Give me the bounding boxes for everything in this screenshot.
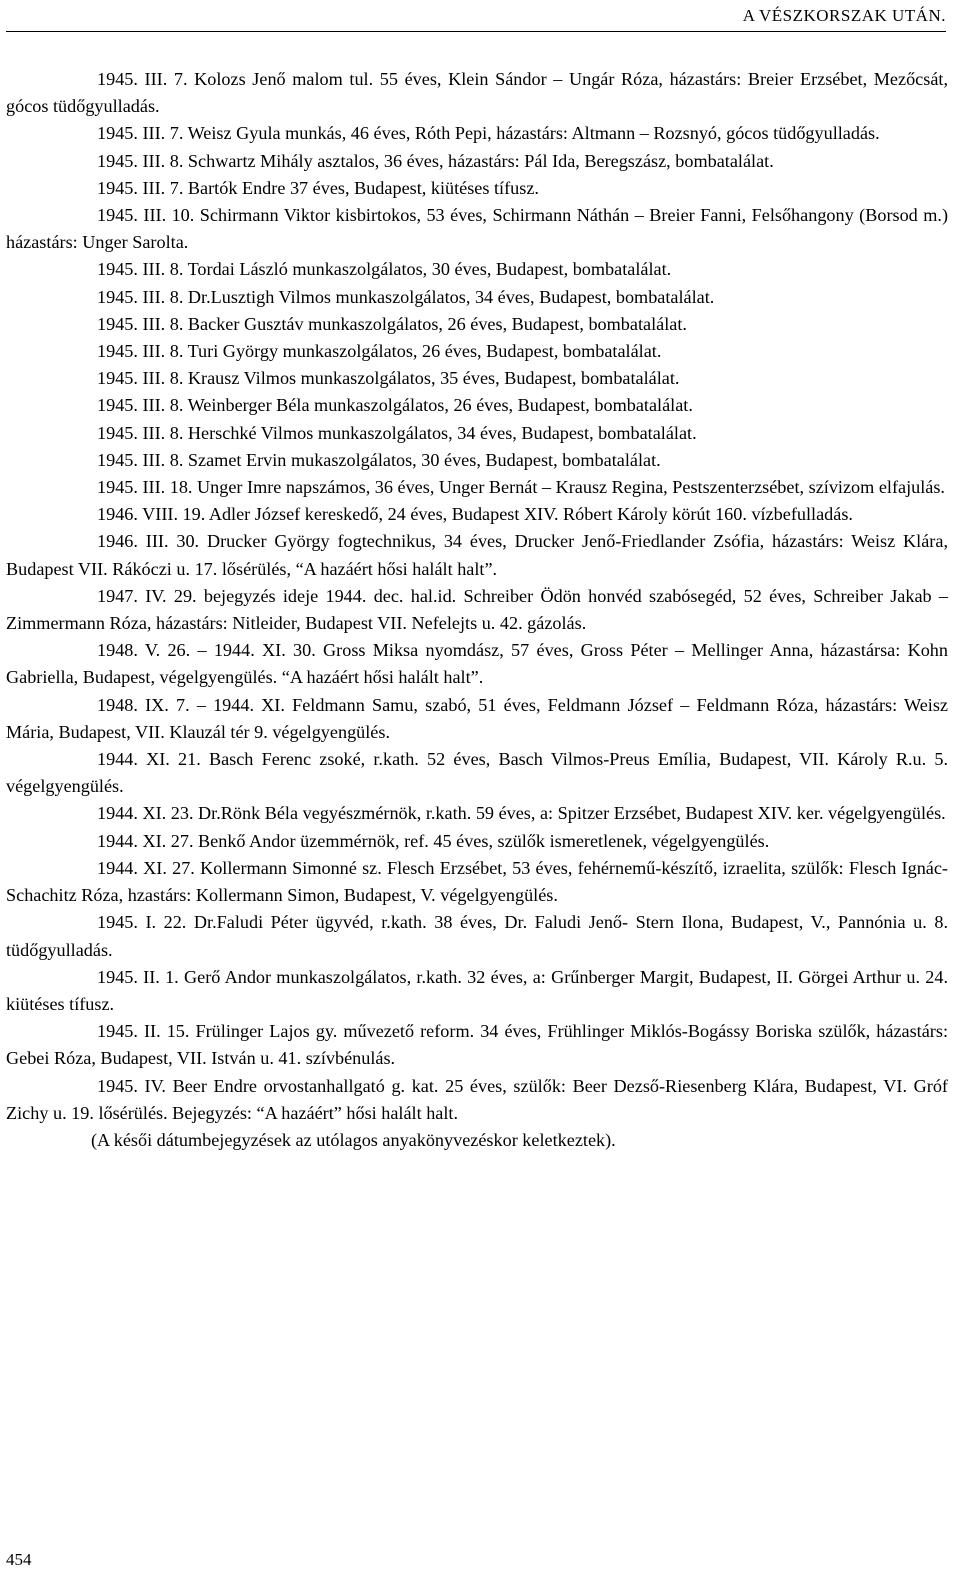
entry: 1944. XI. 27. Benkő Andor üzemmérnök, ref. 45 éves, szülők ismeretlenek, végelgyengülés. [97, 830, 770, 851]
entry: 1945. III. 8. Weinberger Béla munkaszolgálatos, 26 éves, Budapest, bombatalálat. [97, 395, 693, 416]
entry: 1945. III. 10. Schirmann Viktor kisbirtokos, 53 éves, Schirmann Náthán – Breier Fanni, Felsőhangony (Borsod m.) házastárs: Unger Sarolta. [6, 205, 948, 253]
entry: 1945. III. 7. Bartók Endre 37 éves, Budapest, kiütéses tífusz. [97, 177, 539, 198]
entry: 1945. II. 15. Frülinger Lajos gy. művezető reform. 34 éves, Frühlinger Miklós-Bogássy Boriska szülők, házastárs: Gebei Róza, Budapest, VII. István u. 41. szívbénulás. [6, 1021, 948, 1069]
entry: 1945. IV. Beer Endre orvostanhallgató g. kat. 25 éves, szülők: Beer Dezső-Riesenberg Klára, Budapest, VI. Gróf Zichy u. 19. lősérülés. Bejegyzés: “A hazáért” hősi halált halt. [6, 1075, 948, 1123]
entry: 1945. III. 8. Szamet Ervin mukaszolgálatos, 30 éves, Budapest, bombatalálat. [97, 449, 661, 470]
entry: 1948. IX. 7. – 1944. XI. Feldmann Samu, szabó, 51 éves, Feldmann József – Feldmann Róza, házastárs: Weisz Mária, Budapest, VII. Klauzál tér 9. végelgyengülés. [6, 694, 948, 742]
entry: 1945. III. 8. Tordai László munkaszolgálatos, 30 éves, Budapest, bombatalálat. [97, 259, 672, 280]
footnote: (A késői dátumbejegyzések az utólagos anyakönyvezéskor keletkeztek). [91, 1129, 616, 1150]
entry: 1948. V. 26. – 1944. XI. 30. Gross Miksa nyomdász, 57 éves, Gross Péter – Mellinger Anna, házastársa: Kohn Gabriella, Budapest, végelgyengülés. “A hazáért hősi halált halt”. [6, 640, 948, 688]
entry: 1944. XI. 21. Basch Ferenc zsoké, r.kath. 52 éves, Basch Vilmos-Preus Emília, Budapest, VII. Károly R.u. 5. végelgyengülés. [6, 749, 948, 797]
entry: 1945. III. 18. Unger Imre napszámos, 36 éves, Unger Bernát – Krausz Regina, Pestszenterzsébet, szívizom elfajulás. [97, 477, 945, 498]
entry: 1945. III. 7. Weisz Gyula munkás, 46 éves, Róth Pepi, házastárs: Altmann – Rozsnyó, gócos tüdőgyulladás. [97, 123, 880, 144]
header-rule [6, 31, 946, 32]
entry: 1945. III. 8. Turi György munkaszolgálatos, 26 éves, Budapest, bombatalálat. [97, 341, 662, 362]
entry: 1945. III. 8. Herschké Vilmos munkaszolgálatos, 34 éves, Budapest, bombatalálat. [97, 422, 697, 443]
entry: 1946. III. 30. Drucker György fogtechnikus, 34 éves, Drucker Jenő-Friedlander Zsófia, házastárs: Weisz Klára, Budapest VII. Rákóczi u. 17. lősérülés, “A hazáért hősi halált halt”. [6, 531, 948, 579]
entry: 1945. III. 8. Krausz Vilmos munkaszolgálatos, 35 éves, Budapest, bombatalálat. [97, 368, 680, 389]
entry: 1944. XI. 27. Kollermann Simonné sz. Flesch Erzsébet, 53 éves, fehérnemű-készítő, izraelita, szülők: Flesch Ignác-Schachitz Róza, hzastárs: Kollermann Simon, Budapest, V. végelgyengülés. [6, 857, 948, 906]
entry: 1945. II. 1. Gerő Andor munkaszolgálatos, r.kath. 32 éves, a: Grűnberger Margit, Budapest, II. Görgei Arthur u. 24. kiütéses tífusz. [6, 966, 948, 1014]
entry: 1945. III. 7. Kolozs Jenő malom tul. 55 éves, Klein Sándor – Ungár Róza, házastárs: Breier Erzsébet, Mezőcsát, gócos tüdőgyulladás. [6, 69, 948, 117]
body-text [6, 66, 948, 1154]
page-number: 454 [6, 1550, 32, 1569]
entry: 1945. III. 8. Backer Gusztáv munkaszolgálatos, 26 éves, Budapest, bombatalálat. [97, 313, 687, 334]
entry: 1944. XI. 23. Dr.Rönk Béla vegyészmérnök, r.kath. 59 éves, a: Spitzer Erzsébet, Budapest XIV. ker. végelgyengülés. [97, 803, 946, 824]
entry: 1947. IV. 29. bejegyzés ideje 1944. dec. hal.id. Schreiber Ödön honvéd szabósegéd, 52 éves, Schreiber Jakab – Zimmermann Róza, házastárs: Nitleider, Budapest VII. Nefelejts u. 42. gázolás. [6, 585, 948, 634]
entry: 1945. III. 8. Schwartz Mihály asztalos, 36 éves, házastárs: Pál Ida, Beregszász, bombatalálat. [97, 150, 774, 171]
entry: 1945. I. 22. Dr.Faludi Péter ügyvéd, r.kath. 38 éves, Dr. Faludi Jenő- Stern Ilona, Budapest, V., Pannónia u. 8. tüdőgyulladás. [6, 912, 948, 960]
entry: 1945. III. 8. Dr.Lusztigh Vilmos munkaszolgálatos, 34 éves, Budapest, bombatalálat. [97, 286, 715, 307]
entry: 1946. VIII. 19. Adler József kereskedő, 24 éves, Budapest XIV. Róbert Károly körút 160. vízbefulladás. [97, 504, 853, 525]
running-header: A VÉSZKORSZAK UTÁN. [742, 6, 946, 25]
